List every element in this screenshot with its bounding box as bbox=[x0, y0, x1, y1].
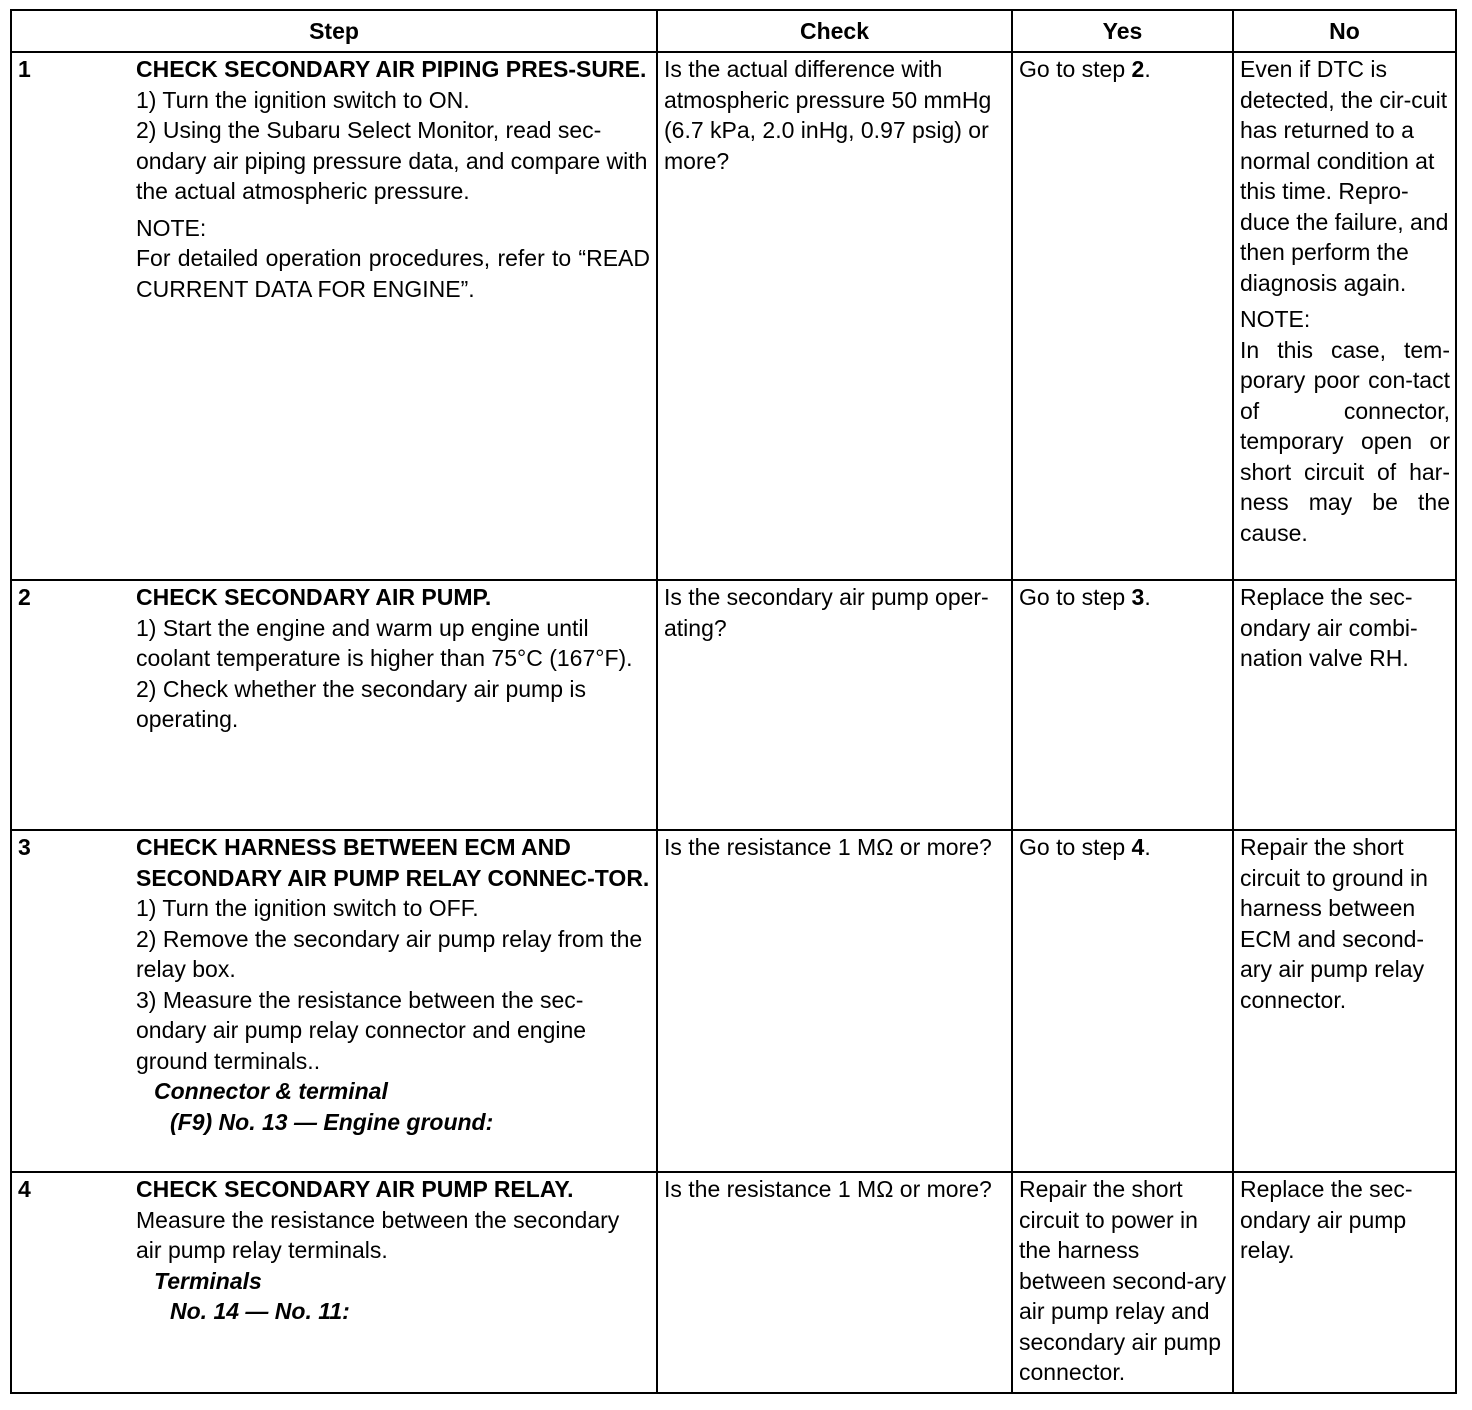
yes-cell bbox=[1012, 830, 1233, 1172]
step-number: 1 bbox=[18, 56, 31, 82]
table-row bbox=[11, 830, 1456, 1172]
check-cell: Is the secondary air pump oper-ating? bbox=[657, 580, 1012, 830]
spec-value: (F9) No. 13 — Engine ground: bbox=[170, 1108, 494, 1135]
step-number: 4 bbox=[18, 1176, 31, 1202]
spec-label: Connector & terminal bbox=[154, 1078, 388, 1104]
no-note-label: NOTE: bbox=[1240, 306, 1311, 332]
step-number: 3 bbox=[18, 834, 31, 860]
no-cell: Repair the short circuit to ground in harness between ECM and second-ary air pump relay connector. bbox=[1233, 830, 1456, 1172]
header-check: Check bbox=[657, 10, 1012, 52]
yes-step-number: 3 bbox=[1131, 584, 1145, 610]
spec-label: Terminals bbox=[154, 1267, 262, 1294]
header-step: Step bbox=[11, 10, 657, 52]
yes-suffix: . bbox=[1144, 584, 1151, 610]
step-instruction: Measure the resistance between the secondary air pump relay terminals. bbox=[136, 1206, 620, 1263]
note-text: For detailed operation procedures, refer to “READ CURRENT DATA FOR ENGINE”. bbox=[136, 245, 650, 302]
step-title: CHECK HARNESS BETWEEN ECM AND SECONDARY AIR PUMP RELAY CONNEC-TOR. bbox=[136, 834, 650, 891]
yes-prefix: Go to step bbox=[1019, 584, 1132, 610]
step-instruction: 1) Turn the ignition switch to OFF. bbox=[136, 895, 479, 921]
check-cell: Is the resistance 1 MΩ or more? bbox=[657, 1172, 1012, 1393]
check-cell: Is the resistance 1 MΩ or more? bbox=[657, 830, 1012, 1172]
yes-cell bbox=[1012, 580, 1233, 830]
no-note-text: In this case, tem-porary poor con-tact of connector, temporary open or short circuit of har-ness may be the cause. bbox=[1240, 336, 1450, 546]
table-row bbox=[11, 580, 1456, 830]
no-cell: Replace the sec-ondary air combi-nation valve RH. bbox=[1233, 580, 1456, 830]
header-yes: Yes bbox=[1012, 10, 1233, 52]
step-instruction: 2) Check whether the secondary air pump is operating. bbox=[136, 675, 586, 732]
yes-prefix: Go to step bbox=[1019, 56, 1132, 82]
yes-suffix: . bbox=[1144, 834, 1151, 860]
step-instruction: 3) Measure the resistance between the sec-ondary air pump relay connector and engine ground terminals.. bbox=[136, 986, 587, 1074]
no-cell bbox=[1233, 52, 1456, 580]
step-title: CHECK SECONDARY AIR PUMP RELAY. bbox=[136, 1176, 574, 1202]
yes-prefix: Go to step bbox=[1019, 834, 1132, 860]
yes-step-number: 2 bbox=[1131, 56, 1145, 82]
note-label: NOTE: bbox=[136, 214, 207, 241]
step-number: 2 bbox=[18, 584, 31, 610]
step-instruction: 1) Turn the ignition switch to ON. bbox=[136, 86, 470, 113]
step-cell bbox=[11, 1172, 657, 1393]
diagnostic-table bbox=[10, 9, 1457, 1394]
check-cell: Is the actual difference with atmospheric pressure 50 mmHg (6.7 kPa, 2.0 inHg, 0.97 psig) or more? bbox=[657, 52, 1012, 580]
spec-value: No. 14 — No. 11: bbox=[170, 1298, 350, 1324]
step-cell bbox=[11, 52, 657, 580]
no-cell: Replace the sec-ondary air pump relay. bbox=[1233, 1172, 1456, 1393]
yes-step-number: 4 bbox=[1131, 834, 1145, 860]
table-row bbox=[11, 1172, 1456, 1393]
step-instruction: 2) Remove the secondary air pump relay from the relay box. bbox=[136, 925, 643, 982]
yes-suffix: . bbox=[1144, 56, 1151, 82]
yes-cell: Repair the short circuit to power in the harness between second-ary air pump relay and secondary air pump connector. bbox=[1012, 1172, 1233, 1393]
yes-cell bbox=[1012, 52, 1233, 580]
step-instruction: 1) Start the engine and warm up engine until coolant temperature is higher than 75°C (167°F). bbox=[136, 614, 633, 671]
header-no: No bbox=[1233, 10, 1456, 52]
step-instruction: 2) Using the Subaru Select Monitor, read sec-ondary air piping pressure data, and compare with the actual atmospheric pressure. bbox=[136, 117, 648, 204]
step-cell bbox=[11, 580, 657, 830]
step-cell bbox=[11, 830, 657, 1172]
header-row bbox=[11, 10, 1456, 52]
table-row bbox=[11, 52, 1456, 580]
step-title: CHECK SECONDARY AIR PUMP. bbox=[136, 584, 492, 610]
no-text: Even if DTC is detected, the cir-cuit has returned to a normal condition at this time. Repro-duce the failure, and then perform the diagnosis again. bbox=[1240, 56, 1449, 296]
step-title: CHECK SECONDARY AIR PIPING PRES-SURE. bbox=[136, 56, 647, 82]
